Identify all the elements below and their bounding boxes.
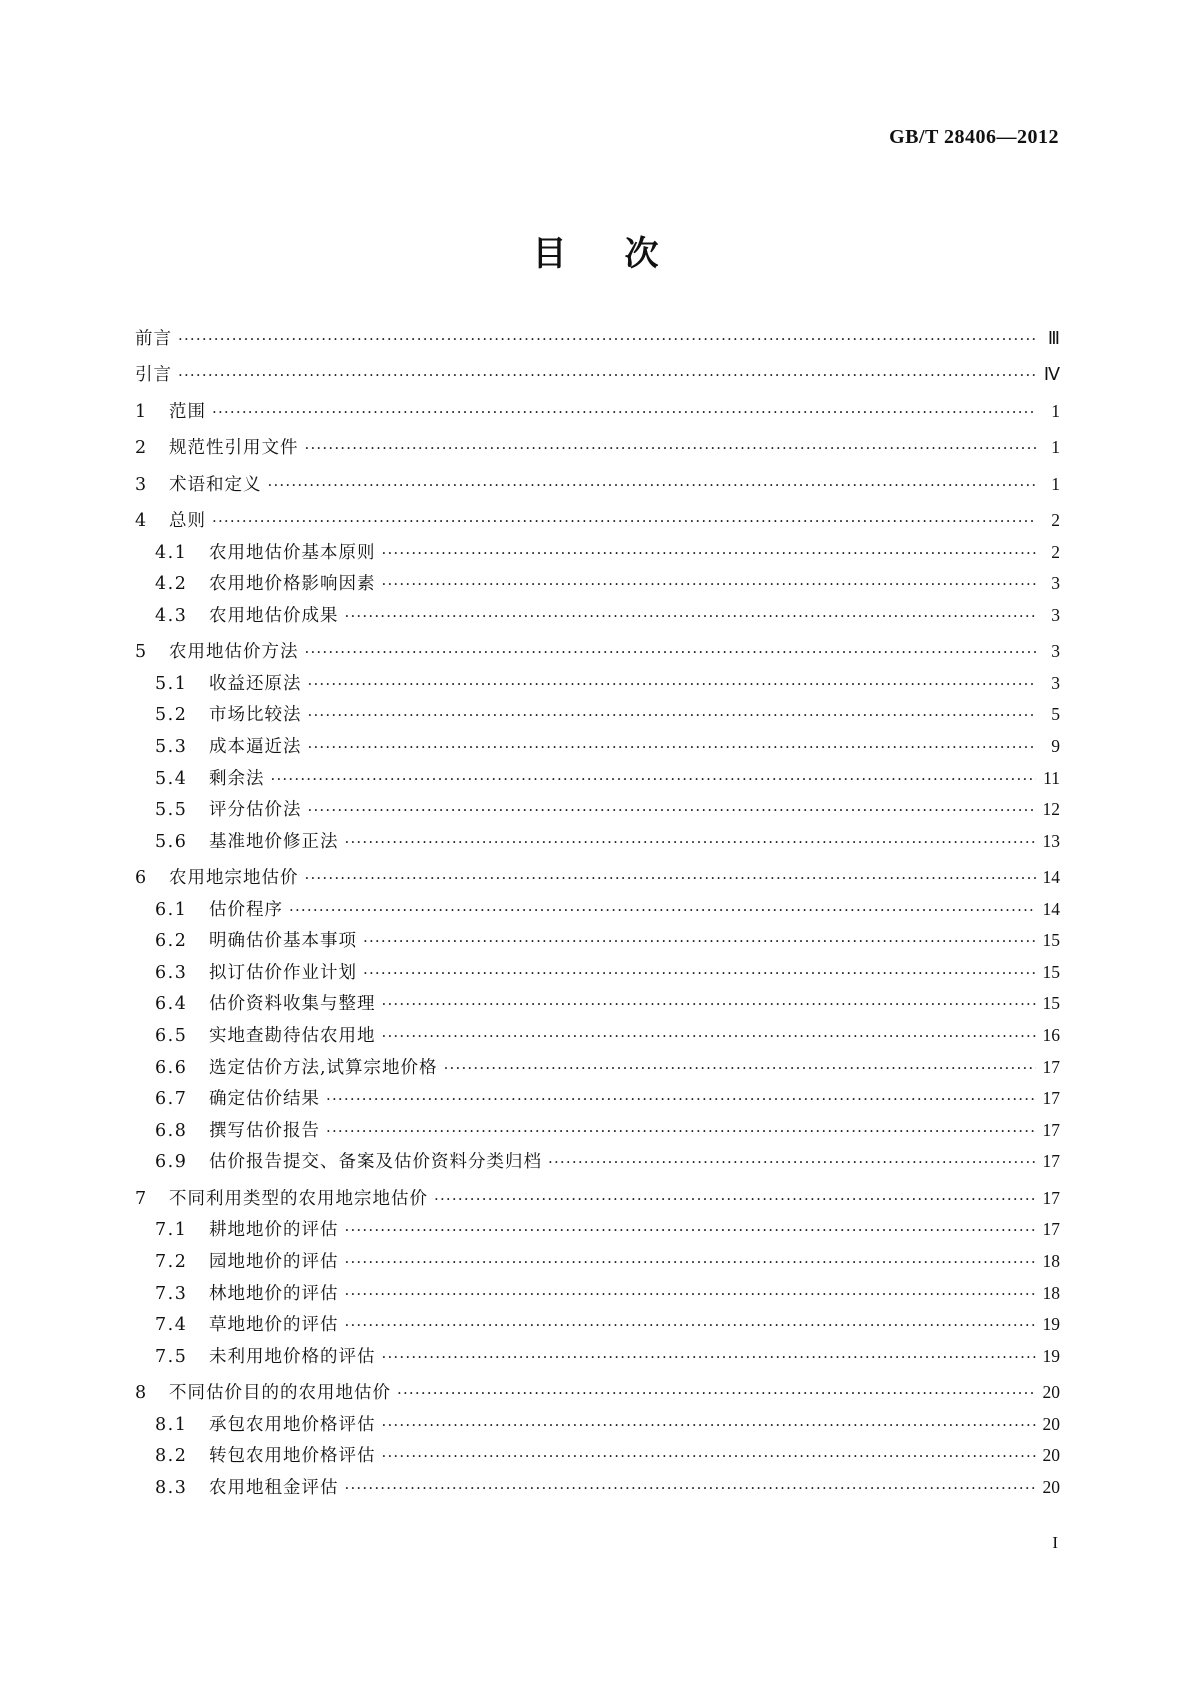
toc-entry[interactable] [135, 1343, 1060, 1375]
toc-entry[interactable] [135, 1054, 1060, 1086]
toc-entry-label: 前言 [135, 329, 172, 349]
dot-leader [305, 869, 1037, 887]
dot-leader [308, 706, 1037, 724]
toc-entry-label: 收益还原法 [209, 673, 302, 694]
toc-entry[interactable] [135, 539, 1060, 571]
toc-entry-page: 15 [1042, 930, 1060, 951]
dot-leader [308, 738, 1037, 756]
dot-leader [178, 330, 1036, 348]
dot-leader [212, 512, 1036, 530]
toc-entry-page: 9 [1051, 735, 1060, 756]
toc-entry-label: 市场比较法 [209, 705, 302, 726]
toc-entry-page: 20 [1042, 1476, 1060, 1497]
toc-entry-number: 7 [135, 1188, 148, 1209]
toc-entry-number: 4.1 [155, 542, 188, 563]
toc-entry-page: 11 [1043, 767, 1060, 788]
toc-entry-label: 农用地估价基本原则 [209, 542, 376, 563]
toc-entry-number: 7.4 [155, 1315, 188, 1336]
toc-entry-number: 5.2 [155, 705, 188, 726]
toc-entry[interactable] [135, 434, 1060, 466]
dot-leader [326, 1090, 1036, 1108]
table-of-contents [135, 325, 1060, 1506]
toc-entry-number: 7.2 [155, 1252, 188, 1272]
toc-entry-number: 8.1 [155, 1414, 188, 1435]
toc-entry-label: 不同估价目的的农用地估价 [169, 1383, 391, 1404]
toc-entry[interactable] [135, 570, 1060, 602]
toc-entry-page: 1 [1051, 400, 1060, 421]
toc-entry-number: 6.1 [155, 899, 188, 920]
toc-entry-number: 5.5 [155, 800, 188, 821]
toc-entry-label: 林地地价的评估 [209, 1283, 339, 1304]
toc-entry-page: 17 [1042, 1151, 1060, 1172]
toc-entry-label: 农用地估价成果 [209, 605, 339, 626]
toc-entry-label: 不同利用类型的农用地宗地估价 [169, 1188, 428, 1209]
toc-entry[interactable] [135, 507, 1060, 539]
dot-leader [548, 1153, 1036, 1171]
toc-entry[interactable] [135, 1185, 1060, 1217]
toc-entry-page: 17 [1042, 1119, 1060, 1140]
toc-entry[interactable] [135, 1474, 1060, 1506]
toc-entry-number: 5.3 [155, 736, 188, 757]
toc-entry-page: 1 [1051, 437, 1060, 458]
dot-leader [345, 1479, 1037, 1497]
toc-entry-page: 15 [1042, 961, 1060, 982]
toc-entry-label: 实地查勘待估农用地 [209, 1026, 376, 1047]
toc-entry[interactable] [135, 1442, 1060, 1474]
dot-leader [268, 476, 1037, 494]
dot-leader [345, 1253, 1037, 1271]
toc-entry-page: 13 [1042, 830, 1060, 851]
toc-entry-label: 耕地地价的评估 [209, 1220, 339, 1241]
toc-entry-page: 3 [1051, 672, 1060, 693]
dot-leader [363, 964, 1036, 982]
toc-entry-number: 5.6 [155, 831, 188, 852]
toc-entry-number: 8.2 [155, 1446, 188, 1467]
toc-entry-page: Ⅳ [1043, 364, 1060, 385]
dot-leader [178, 366, 1036, 384]
toc-entry-page: 19 [1042, 1314, 1060, 1335]
dot-leader [345, 607, 1037, 625]
toc-entry[interactable] [135, 602, 1060, 634]
toc-entry-label: 总则 [169, 510, 206, 531]
toc-entry-number: 7.5 [155, 1346, 188, 1367]
standard-code: GB/T 28406—2012 [889, 126, 1059, 148]
dot-leader [363, 932, 1036, 950]
toc-entry-label: 承包农用地价格评估 [209, 1414, 376, 1435]
toc-entry-label: 撰写估价报告 [209, 1120, 320, 1141]
toc-entry[interactable] [135, 471, 1060, 503]
dot-leader [289, 901, 1036, 919]
toc-entry-page: 16 [1042, 1025, 1060, 1046]
toc-entry-label: 规范性引用文件 [169, 438, 299, 459]
toc-entry-number: 6.6 [155, 1057, 188, 1078]
page-number: I [1052, 1533, 1058, 1552]
toc-entry[interactable] [135, 1411, 1060, 1443]
toc-entry-number: 5.1 [155, 673, 188, 694]
toc-entry[interactable] [135, 864, 1060, 896]
toc-entry[interactable] [135, 638, 1060, 670]
toc-entry[interactable] [135, 1280, 1060, 1312]
toc-entry-number: 6.4 [155, 994, 188, 1015]
toc-entry-number: 6.3 [155, 962, 188, 983]
dot-leader [382, 995, 1037, 1013]
toc-entry-number: 6.8 [155, 1120, 188, 1141]
toc-entry-number: 8 [135, 1383, 148, 1404]
toc-entry-label: 引言 [135, 365, 172, 386]
toc-entry-label: 未利用地价格的评估 [209, 1346, 376, 1367]
toc-entry-page: 17 [1042, 1088, 1060, 1109]
dot-leader [382, 575, 1037, 593]
dot-leader [382, 1416, 1037, 1434]
toc-entry-label: 评分估价法 [209, 800, 302, 821]
dot-leader [305, 643, 1037, 661]
toc-entry-number: 4.3 [155, 605, 188, 626]
dot-leader [444, 1059, 1036, 1077]
dot-leader [382, 1447, 1037, 1465]
toc-entry-number: 6 [135, 868, 148, 889]
toc-entry[interactable] [135, 990, 1060, 1022]
toc-entry-label: 成本逼近法 [209, 736, 302, 757]
toc-entry-label: 术语和定义 [169, 474, 262, 495]
dot-leader [345, 833, 1037, 851]
toc-entry-label: 农用地宗地估价 [169, 868, 299, 889]
toc-entry-page: 17 [1042, 1056, 1060, 1077]
toc-entry[interactable] [135, 896, 1060, 928]
toc-entry[interactable] [135, 927, 1060, 959]
toc-entry-number: 2 [135, 438, 148, 459]
toc-entry-page: 20 [1042, 1382, 1060, 1403]
toc-entry[interactable] [135, 398, 1060, 430]
toc-entry-label: 基准地价修正法 [209, 831, 339, 852]
dot-leader [271, 770, 1037, 788]
toc-entry[interactable] [135, 325, 1060, 357]
toc-entry-page: 3 [1051, 573, 1060, 594]
toc-entry-number: 7.1 [155, 1220, 188, 1241]
toc-entry-number: 8.3 [155, 1477, 188, 1498]
toc-entry-number: 6.2 [155, 931, 188, 952]
dot-leader [345, 1221, 1037, 1239]
toc-entry[interactable] [135, 701, 1060, 733]
dot-leader [212, 403, 1036, 421]
toc-entry[interactable] [135, 796, 1060, 828]
dot-leader [382, 544, 1037, 562]
toc-entry-number: 6.7 [155, 1089, 188, 1110]
toc-entry-page: 12 [1042, 799, 1060, 820]
toc-entry-label: 拟订估价作业计划 [209, 962, 357, 983]
toc-entry[interactable] [135, 1022, 1060, 1054]
dot-leader [308, 675, 1037, 693]
toc-entry-label: 园地地价的评估 [209, 1252, 339, 1272]
toc-entry[interactable] [135, 1216, 1060, 1248]
toc-entry-label: 估价程序 [209, 899, 283, 920]
toc-entry-page: 3 [1051, 604, 1060, 625]
dot-leader [345, 1285, 1037, 1303]
dot-leader [345, 1316, 1037, 1334]
toc-entry[interactable] [135, 1379, 1060, 1411]
toc-entry-number: 1 [135, 401, 148, 422]
toc-entry-number: 6.9 [155, 1152, 188, 1173]
toc-entry-number: 3 [135, 474, 148, 495]
toc-entry[interactable] [135, 765, 1060, 797]
toc-entry-page: 17 [1042, 1187, 1060, 1208]
toc-entry[interactable] [135, 1311, 1060, 1343]
toc-entry[interactable] [135, 828, 1060, 860]
toc-entry[interactable] [135, 959, 1060, 991]
toc-entry-page: 18 [1042, 1251, 1060, 1271]
toc-entry-label: 剩余法 [209, 768, 265, 789]
toc-entry[interactable] [135, 1248, 1060, 1280]
toc-entry-label: 明确估价基本事项 [209, 931, 357, 952]
dot-leader [382, 1348, 1037, 1366]
toc-entry-page: 14 [1042, 867, 1060, 888]
toc-entry-page: 19 [1042, 1345, 1060, 1366]
toc-entry-label: 确定估价结果 [209, 1089, 320, 1110]
toc-entry-label: 转包农用地价格评估 [209, 1446, 376, 1467]
toc-entry-label: 农用地价格影响因素 [209, 574, 376, 595]
toc-entry-page: 3 [1051, 641, 1060, 662]
toc-entry-page: 20 [1042, 1445, 1060, 1466]
dot-leader [382, 1027, 1037, 1045]
toc-entry-page: 17 [1042, 1219, 1060, 1240]
toc-entry-label: 估价资料收集与整理 [209, 994, 376, 1015]
toc-entry-page: 1 [1051, 473, 1060, 494]
toc-entry-page: 14 [1042, 898, 1060, 919]
dot-leader [305, 439, 1037, 457]
toc-entry-label: 农用地估价方法 [169, 642, 299, 663]
toc-entry-label: 估价报告提交、备案及估价资料分类归档 [209, 1152, 542, 1173]
toc-entry-page: 18 [1042, 1282, 1060, 1303]
toc-entry-page: 2 [1051, 541, 1060, 562]
toc-entry-number: 4.2 [155, 574, 188, 595]
toc-entry-page: 5 [1051, 704, 1060, 725]
toc-entry-page: 15 [1042, 993, 1060, 1014]
toc-entry-page: 20 [1042, 1413, 1060, 1434]
toc-entry-number: 6.5 [155, 1026, 188, 1047]
toc-entry[interactable] [135, 670, 1060, 702]
toc-entry[interactable] [135, 1148, 1060, 1180]
toc-entry-label: 草地地价的评估 [209, 1315, 339, 1336]
toc-entry-number: 7.3 [155, 1283, 188, 1304]
toc-entry-number: 4 [135, 510, 148, 531]
toc-entry-number: 5 [135, 642, 148, 663]
dot-leader [326, 1122, 1036, 1140]
toc-entry-label: 范围 [169, 401, 206, 422]
toc-entry[interactable] [135, 733, 1060, 765]
dot-leader [397, 1384, 1036, 1402]
toc-entry[interactable] [135, 361, 1060, 393]
toc-entry-page: 2 [1051, 509, 1060, 530]
toc-entry-label: 农用地租金评估 [209, 1477, 339, 1498]
toc-entry[interactable] [135, 1117, 1060, 1149]
dot-leader [434, 1190, 1036, 1208]
toc-entry-page: Ⅲ [1047, 328, 1060, 348]
page-title: 目次 [532, 234, 717, 274]
toc-entry[interactable] [135, 1085, 1060, 1117]
toc-entry-number: 5.4 [155, 768, 188, 789]
dot-leader [308, 801, 1037, 819]
toc-entry-label: 选定估价方法,试算宗地价格 [209, 1057, 438, 1078]
